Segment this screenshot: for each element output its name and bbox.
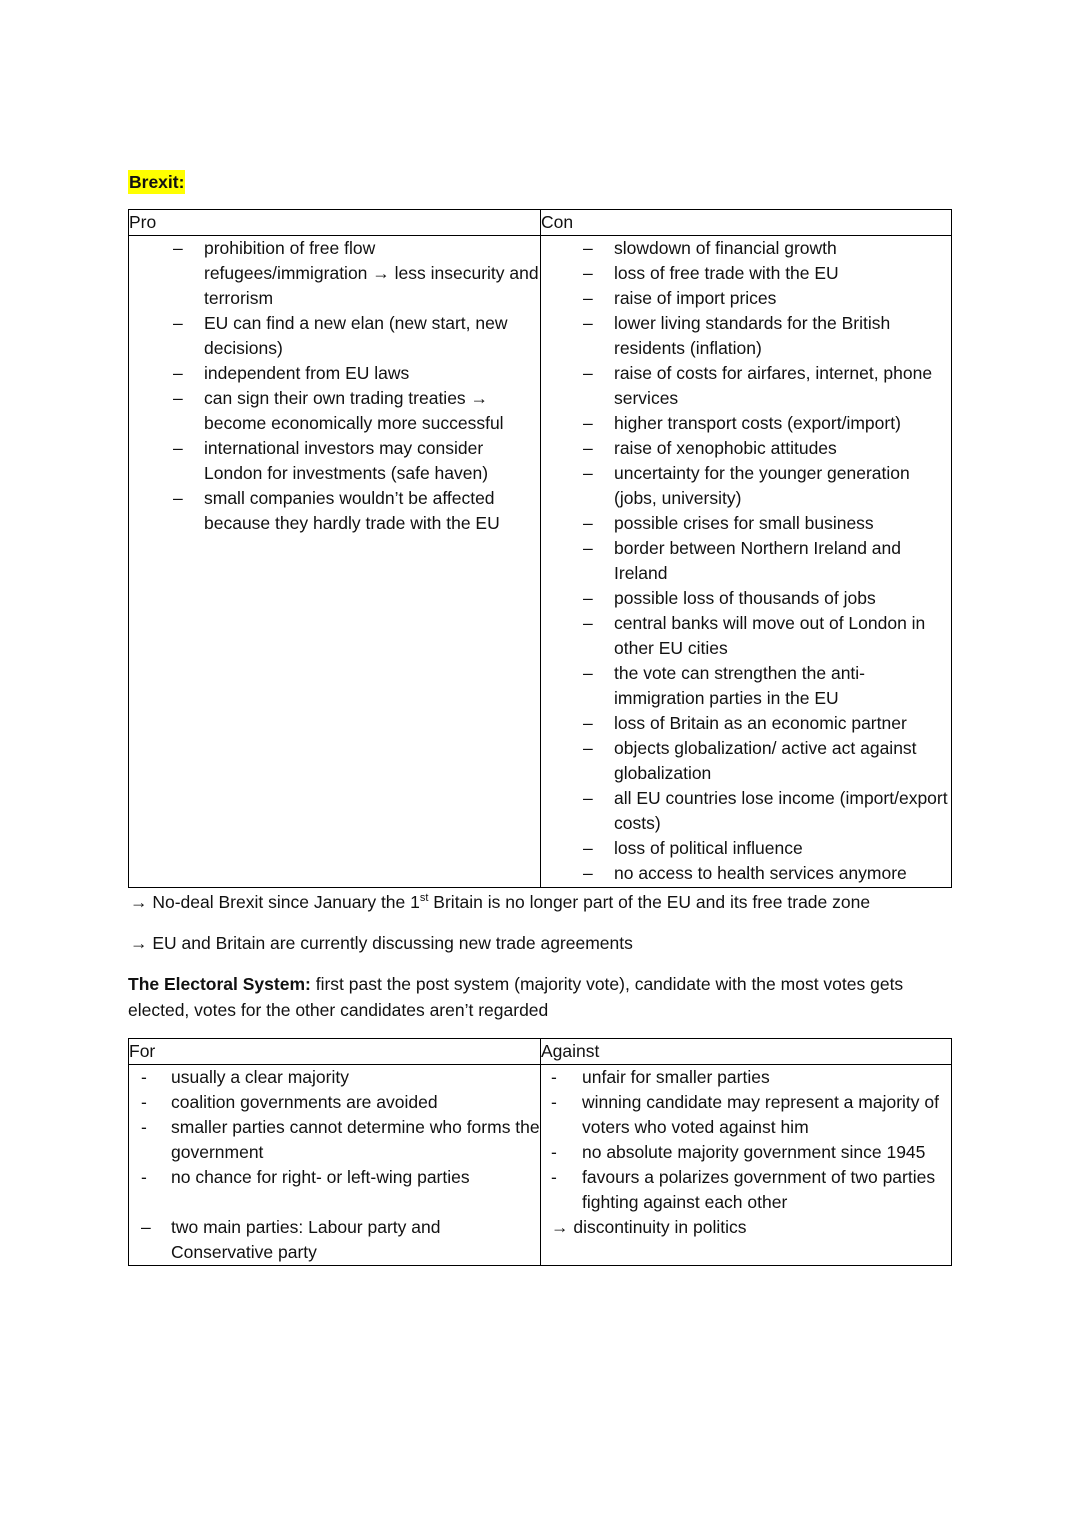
pro-list: [129, 236, 540, 536]
list-item: – independent from EU laws: [129, 361, 540, 386]
brexit-note-trade: → EU and Britain are currently discussing new trade agreements: [130, 933, 633, 953]
dash-bullet: –: [173, 363, 183, 383]
list-item: – EU can find a new elan (new start, new decisions): [173, 313, 508, 358]
list-item: – the vote can strengthen the anti-immigration parties in the EU: [583, 663, 865, 708]
list-item: – all EU countries lose income (import/export costs): [583, 788, 948, 833]
dash-bullet: –: [583, 788, 593, 808]
list-item: – loss of political influence: [541, 836, 951, 861]
list-item: – border between Northern Ireland and Ireland: [583, 538, 901, 583]
list-item: – higher transport costs (export/import): [541, 411, 951, 436]
against-conclusion: → discontinuity in politics: [551, 1217, 747, 1237]
list-item: - winning candidate may represent a majority of voters who voted against him: [551, 1092, 939, 1137]
dash-bullet: –: [173, 388, 183, 408]
con-header: Con: [541, 210, 952, 236]
hyphen-bullet: -: [551, 1167, 557, 1187]
dash-bullet: –: [583, 463, 593, 483]
list-item: – lower living standards for the British residents (inflation): [583, 313, 891, 358]
hyphen-bullet: -: [141, 1117, 147, 1137]
list-item: – raise of import prices: [541, 286, 951, 311]
list-item: – can sign their own trading treaties → become economically more successful: [173, 388, 504, 433]
list-item: – no access to health services anymore: [541, 861, 951, 886]
list-item: – possible crises for small business: [541, 511, 951, 536]
list-item: - smaller parties cannot determine who forms the government: [141, 1117, 540, 1162]
electoral-heading: The Electoral System:: [128, 974, 311, 994]
hyphen-bullet: -: [551, 1142, 557, 1162]
dash-bullet: –: [583, 438, 593, 458]
dash-bullet: –: [583, 513, 593, 533]
dash-bullet: –: [583, 713, 593, 733]
list-item: – possible loss of thousands of jobs: [541, 586, 951, 611]
list-item: - favours a polarizes government of two parties fighting against each other: [551, 1167, 936, 1212]
hyphen-bullet: -: [551, 1067, 557, 1087]
against-header: Against: [541, 1039, 952, 1065]
dash-bullet: –: [583, 413, 593, 433]
brexit-note-no-deal: → No-deal Brexit since January the 1st Britain is no longer part of the EU and its free trade zone: [130, 892, 871, 912]
dash-bullet: –: [173, 438, 183, 458]
dash-bullet: –: [583, 863, 593, 883]
hyphen-bullet: -: [141, 1092, 147, 1112]
list-item: - coalition governments are avoided: [129, 1090, 540, 1115]
brexit-table: [128, 209, 952, 888]
dash-bullet: –: [583, 313, 593, 333]
against-cell: [541, 1065, 952, 1266]
list-item: – raise of xenophobic attitudes: [541, 436, 951, 461]
brexit-heading: Brexit:: [129, 172, 185, 192]
dash-bullet: –: [583, 288, 593, 308]
dash-bullet: –: [583, 838, 593, 858]
dash-bullet: –: [583, 263, 593, 283]
dash-bullet: –: [173, 313, 183, 333]
list-item: – small companies wouldn’t be affected because they hardly trade with the EU: [173, 488, 500, 533]
dash-bullet: –: [583, 238, 593, 258]
dash-bullet: –: [583, 663, 593, 683]
for-list: [129, 1065, 540, 1190]
against-list: [541, 1065, 951, 1215]
list-item: - unfair for smaller parties: [541, 1065, 951, 1090]
dash-bullet: –: [583, 613, 593, 633]
dash-bullet: –: [583, 738, 593, 758]
hyphen-bullet: -: [551, 1092, 557, 1112]
list-item: – prohibition of free flow refugees/immigration → less insecurity and terrorism: [173, 238, 539, 308]
list-item: – international investors may consider London for investments (safe haven): [173, 438, 489, 483]
con-list: [541, 236, 951, 886]
electoral-table: [128, 1038, 952, 1266]
dash-bullet: –: [173, 488, 183, 508]
pro-cell: [129, 236, 541, 888]
pro-header: Pro: [129, 210, 541, 236]
dash-bullet: –: [583, 363, 593, 383]
list-item: – uncertainty for the younger generation (jobs, university): [583, 463, 910, 508]
for-header: For: [129, 1039, 541, 1065]
list-item: – loss of Britain as an economic partner: [541, 711, 951, 736]
list-item: - no absolute majority government since 1945: [541, 1140, 951, 1165]
hyphen-bullet: -: [141, 1167, 147, 1187]
dash-bullet: –: [141, 1217, 151, 1237]
dash-bullet: –: [173, 238, 183, 258]
list-item: – objects globalization/ active act against globalization: [583, 738, 917, 783]
electoral-description: The Electoral System: first past the post system (majority vote), candidate with the most votes gets elected, votes for the other candidates aren’t regarded: [128, 974, 904, 1020]
con-cell: [541, 236, 952, 888]
list-item: – loss of free trade with the EU: [541, 261, 951, 286]
dash-bullet: –: [583, 538, 593, 558]
hyphen-bullet: -: [141, 1067, 147, 1087]
for-cell: [129, 1065, 541, 1266]
list-item: – central banks will move out of London in other EU cities: [583, 613, 926, 658]
list-item: – slowdown of financial growth: [541, 236, 951, 261]
list-item: – raise of costs for airfares, internet, phone services: [583, 363, 933, 408]
list-item: – two main parties: Labour party and Conservative party: [141, 1217, 441, 1262]
list-item: - usually a clear majority: [129, 1065, 540, 1090]
list-item: - no chance for right- or left-wing parties: [129, 1165, 540, 1190]
dash-bullet: –: [583, 588, 593, 608]
for-extra-list: [129, 1215, 540, 1265]
